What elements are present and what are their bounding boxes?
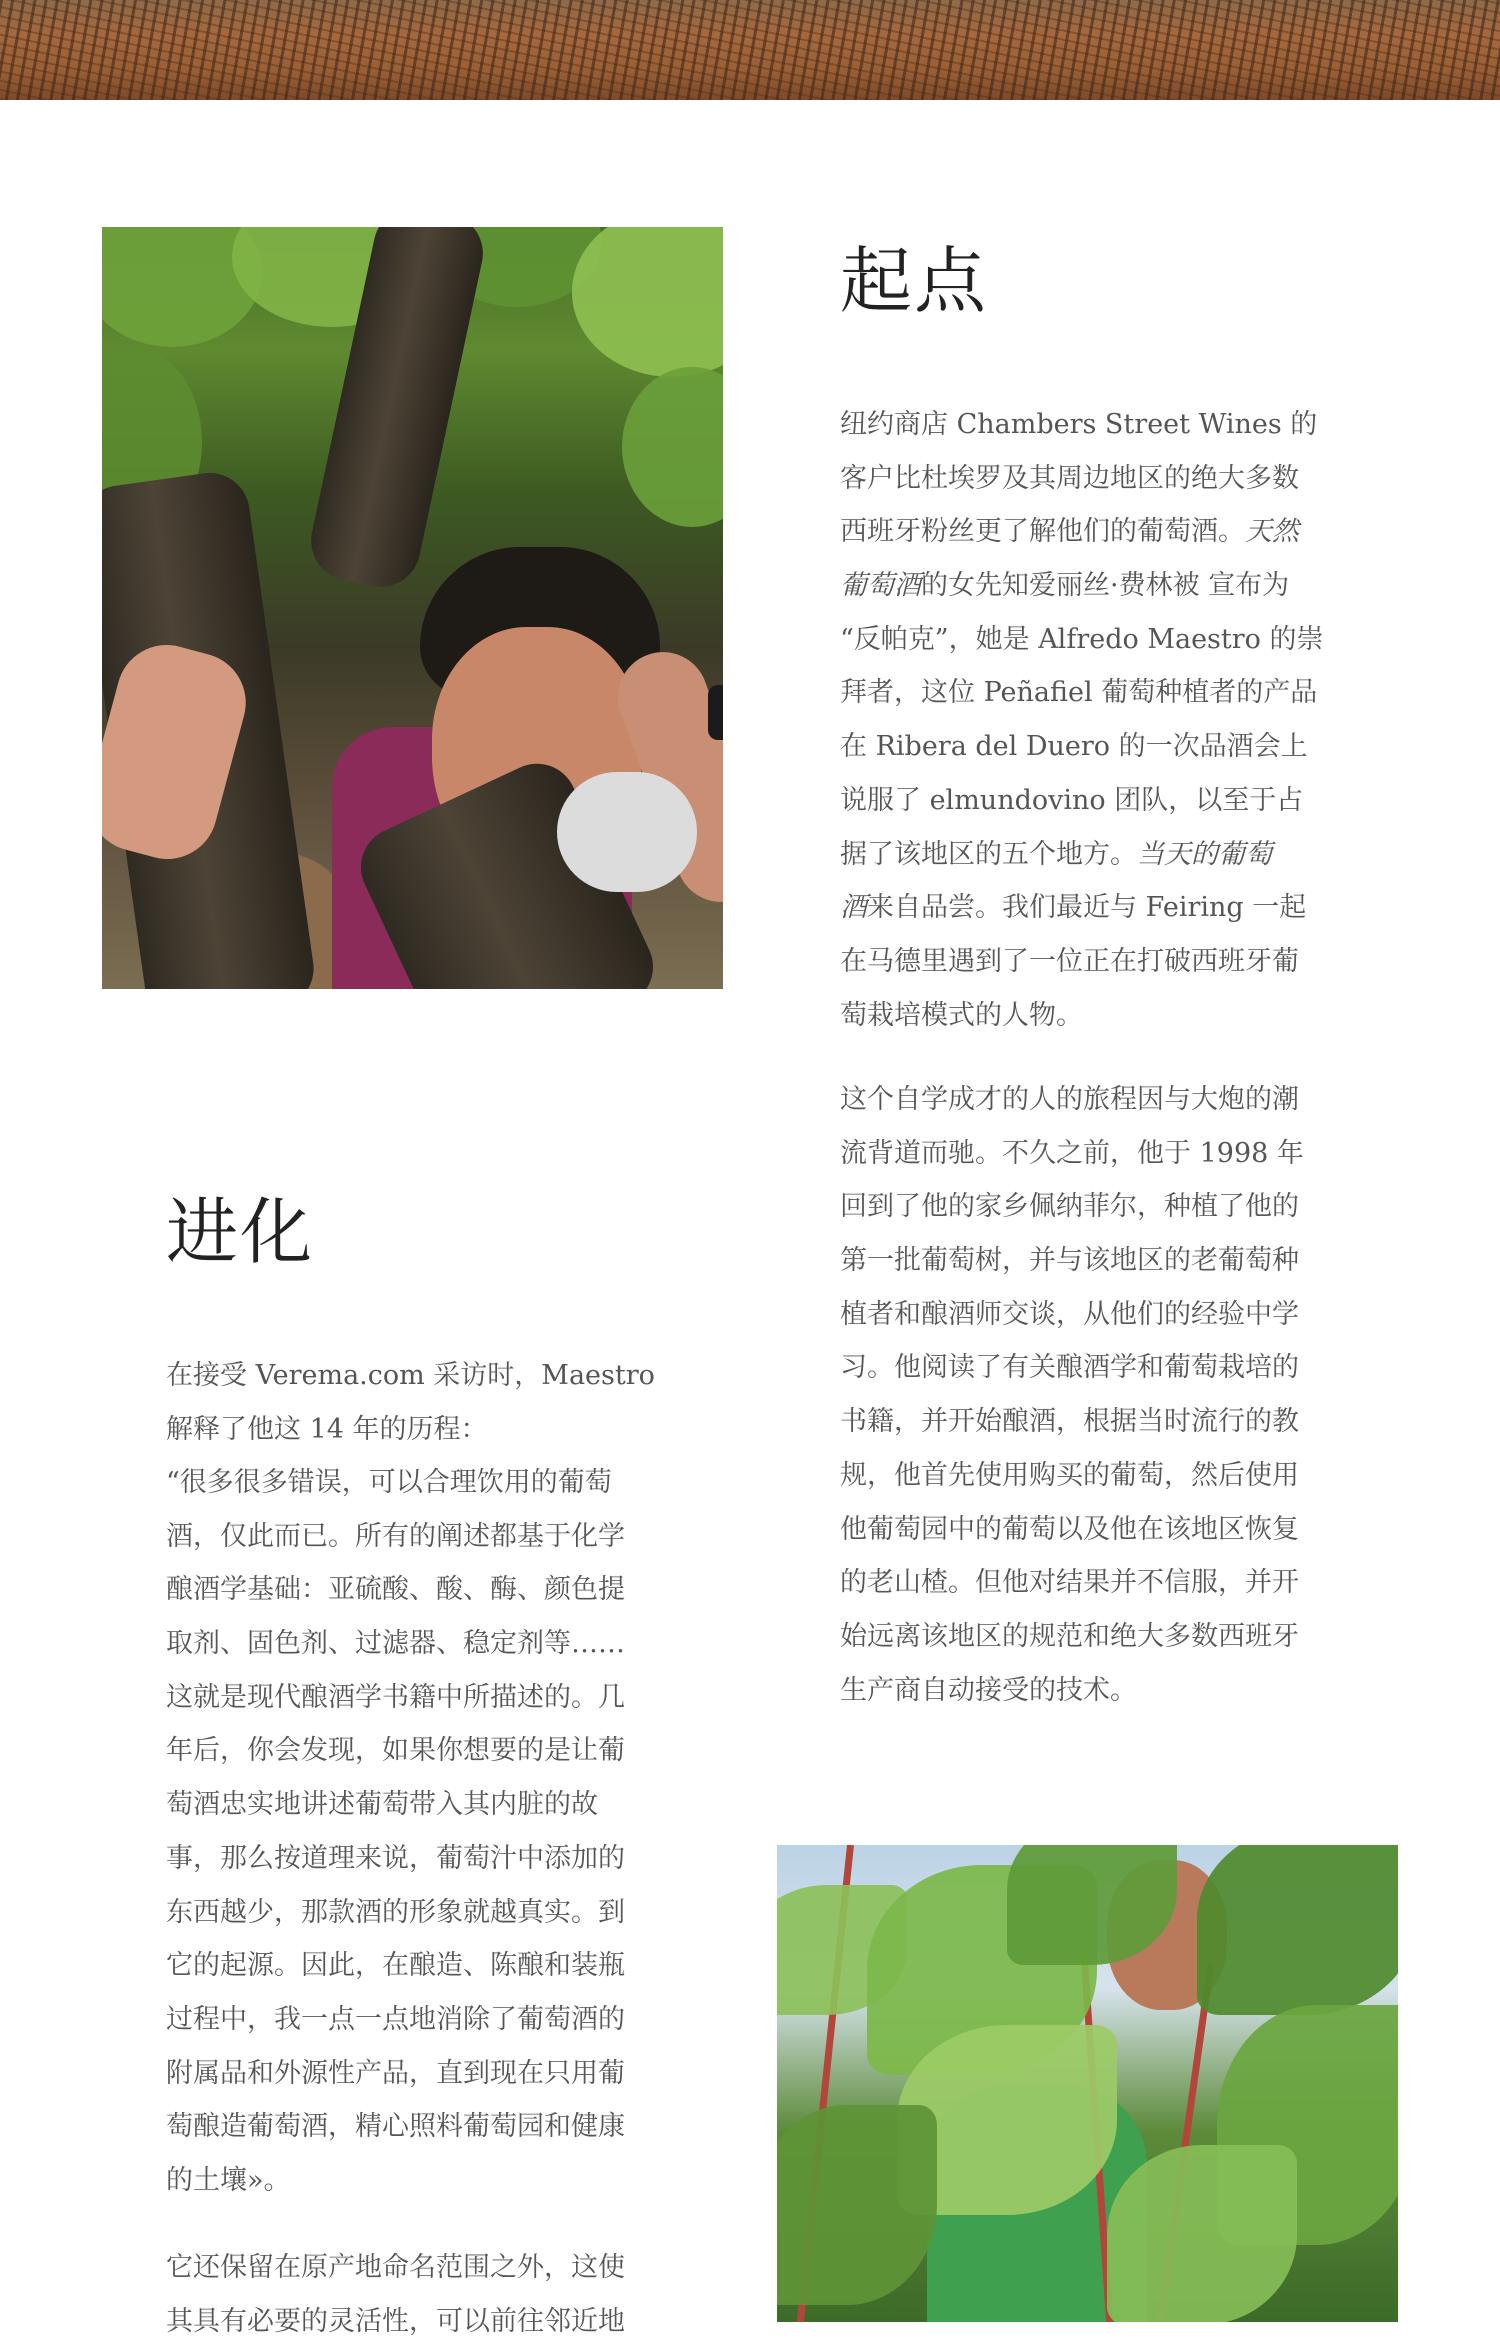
text-line: 附属品和外源性产品，直到现在只用葡 [166,2057,625,2089]
text-line: 酿酒学基础：亚硫酸、酸、酶、颜色提 [166,1574,625,1606]
emphasis-natural-wine: 天然 [1245,516,1299,548]
text-line: 始远离该地区的规范和绝大多数西班牙 [840,1620,1299,1652]
text-line: 它的起源。因此，在酿造、陈酿和装瓶 [166,1950,625,1982]
text-line: 规，他首先使用购买的葡萄，然后使用 [840,1459,1299,1491]
text-line: “很多很多错误，可以合理饮用的葡萄 [166,1467,612,1498]
text-line: 酒来自品尝。我们最近与 Feiring 一起 [840,892,1307,924]
text-line: 流背道而驰。不久之前，他于 1998 年 [840,1137,1304,1169]
text-line: 事，那么按道理来说，葡萄汁中添加的 [166,1842,625,1874]
text-line: 过程中，我一点一点地消除了葡萄酒的 [166,2003,625,2035]
text-line: 生产商自动接受的技术。 [840,1674,1137,1706]
text-line: 其具有必要的灵活性，可以前往邻近地 [166,2305,625,2337]
text-line: 萄酒忠实地讲述葡萄带入其内脏的故 [166,1789,598,1821]
evolution-flexibility-paragraph [166,2241,625,2348]
text-line: 在马德里遇到了一位正在打破西班牙葡 [840,945,1299,977]
text-line: 植者和酿酒师交谈，从他们的经验中学 [840,1298,1299,1330]
vineyard-banner-image [0,0,1500,100]
section-heading-evolution: 进化 [166,1190,315,1274]
text-line: 葡萄酒的女先知爱丽丝·费林被 宣布为 [840,570,1290,602]
text-line: 东西越少，那款酒的形象就越真实。到 [166,1896,625,1928]
text-line: 回到了他的家乡佩纳菲尔，种植了他的 [840,1191,1299,1223]
text-line: 书籍，并开始酿酒，根据当时流行的教 [840,1406,1299,1438]
emphasis-natural-wine-cont: 葡萄酒 [840,570,921,602]
text-line: 取剂、固色剂、过滤器、稳定剂等…… [166,1628,625,1660]
text-line: 年后，你会发现，如果你想要的是让葡 [166,1735,625,1767]
winemaker-photo [102,227,723,989]
text-line: 习。他阅读了有关酿酒学和葡萄栽培的 [840,1352,1299,1384]
text-line: 的土壤»。 [166,2164,291,2196]
section-heading-origin: 起点 [840,239,989,323]
text-line: 酒，仅此而已。所有的阐述都基于化学 [166,1520,625,1552]
vine-worker-photo [777,1845,1398,2322]
text-line: “反帕克”，她是 Alfredo Maestro 的崇 [840,623,1324,655]
text-line: 萄酿造葡萄酒，精心照料葡萄园和健康 [166,2111,625,2143]
text-line: 说服了 elmundovino 团队，以至于占 [840,784,1304,816]
text-line: 据了该地区的五个地方。当天的葡萄 [840,838,1272,870]
text-line: 解释了他这 14 年的历程： [166,1413,488,1445]
text-line: 在 Ribera del Duero 的一次品酒会上 [840,731,1308,763]
journey-paragraph [840,1073,1304,1717]
text-line: 他葡萄园中的葡萄以及他在该地区恢复 [840,1513,1299,1545]
emphasis-wine-of-day-cont: 酒 [840,892,867,924]
evolution-intro-paragraph [166,1349,655,1456]
text-line: 第一批葡萄树，并与该地区的老葡萄种 [840,1245,1299,1277]
text-line: 萄栽培模式的人物。 [840,999,1083,1031]
maestro-quote-paragraph [166,1456,625,2208]
text-line: 纽约商店 Chambers Street Wines 的 [840,409,1318,440]
text-line: 拜者，这位 Peñafiel 葡萄种植者的产品 [840,677,1318,709]
text-line: 它还保留在原产地命名范围之外，这使 [166,2252,625,2283]
text-line: 这个自学成才的人的旅程因与大炮的潮 [840,1084,1299,1115]
text-line: 在接受 Verema.com 采访时，Maestro [166,1360,655,1391]
text-line: 客户比杜埃罗及其周边地区的绝大多数 [840,462,1299,494]
origin-paragraph [840,398,1324,1042]
text-line: 西班牙粉丝更了解他们的葡萄酒。天然 [840,516,1299,548]
text-line: 这就是现代酿酒学书籍中所描述的。几 [166,1681,625,1713]
emphasis-wine-of-day: 当天的葡萄 [1137,838,1272,870]
text-line: 的老山楂。但他对结果并不信服，并开 [840,1567,1299,1599]
